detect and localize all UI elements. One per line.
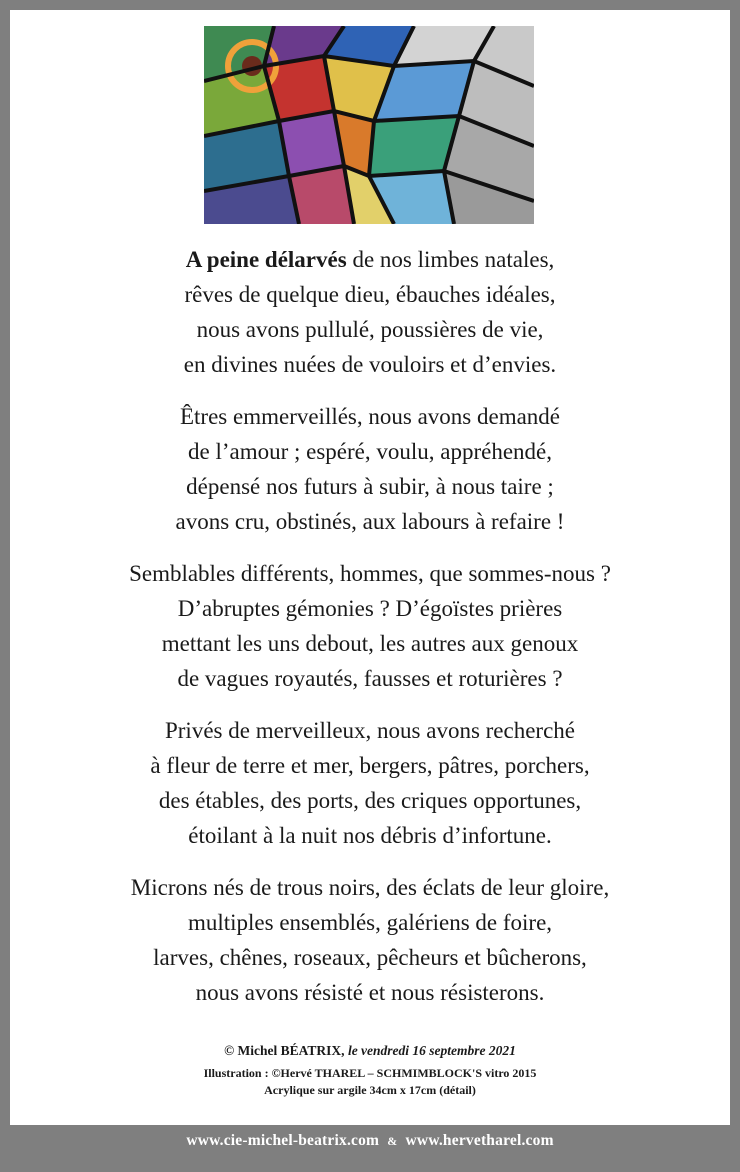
stanza <box>10 870 730 1010</box>
poem-line: larves, chênes, roseaux, pêcheurs et bûcherons, <box>153 945 587 970</box>
author-name: © Michel BÉATRIX, <box>224 1043 345 1058</box>
poem-line: en divines nuées de vouloirs et d’envies. <box>183 352 557 377</box>
footer-links <box>0 1128 740 1154</box>
stanza <box>10 713 730 853</box>
poem-line: dépensé nos futurs à subir, à nous taire ; <box>186 474 554 499</box>
poem-line: de l’amour ; espéré, voulu, appréhendé, <box>187 439 553 464</box>
stanza <box>10 242 730 382</box>
link-cie-michel-beatrix[interactable]: www.cie-michel-beatrix.com <box>186 1132 380 1149</box>
poem-line: Microns nés de trous noirs, des éclats de leur gloire, <box>130 875 610 900</box>
poem-line: nous avons résisté et nous résisterons. <box>195 980 545 1005</box>
poem-line: étoilant à la nuit nos débris d’infortune. <box>188 823 552 848</box>
poem-line: de vagues royautés, fausses et roturières ? <box>177 666 563 691</box>
poem-lead-rest: de nos limbes natales, <box>346 247 555 272</box>
illustration-credit: Illustration : ©Hervé THAREL – SCHMIMBLOCK'S vitro 2015 <box>203 1066 537 1080</box>
poem <box>10 242 730 1027</box>
poem-line: Semblables différents, hommes, que sommes-nous ? <box>129 561 611 586</box>
link-hervetharel[interactable]: www.hervetharel.com <box>405 1132 554 1149</box>
footer-separator: & <box>387 1134 398 1148</box>
poem-date: le vendredi 16 septembre 2021 <box>344 1043 516 1058</box>
poem-line: D’abruptes gémonies ? D’égoïstes prières <box>177 596 563 621</box>
poem-line: nous avons pullulé, poussières de vie, <box>196 317 544 342</box>
poem-line: rêves de quelque dieu, ébauches idéales, <box>184 282 556 307</box>
poem-lead-bold: A peine délarvés <box>185 247 347 272</box>
credits <box>10 1041 730 1099</box>
poem-card <box>10 10 730 1125</box>
poem-line <box>10 242 730 277</box>
stained-glass-illustration <box>204 26 534 224</box>
poem-line: des étables, des ports, des criques opportunes, <box>158 788 582 813</box>
poem-line: Êtres emmerveillés, nous avons demandé <box>179 404 561 429</box>
stanza <box>10 399 730 539</box>
poem-line: mettant les uns debout, les autres aux genoux <box>161 631 579 656</box>
author-credit <box>10 1041 730 1061</box>
medium-credit: Acrylique sur argile 34cm x 17cm (détail) <box>264 1083 476 1097</box>
stanza <box>10 556 730 696</box>
poem-line: à fleur de terre et mer, bergers, pâtres, porchers, <box>150 753 590 778</box>
poem-line: multiples ensemblés, galériens de foire, <box>187 910 553 935</box>
poem-line: Privés de merveilleux, nous avons recherché <box>164 718 576 743</box>
poem-line: avons cru, obstinés, aux labours à refaire ! <box>175 509 565 534</box>
